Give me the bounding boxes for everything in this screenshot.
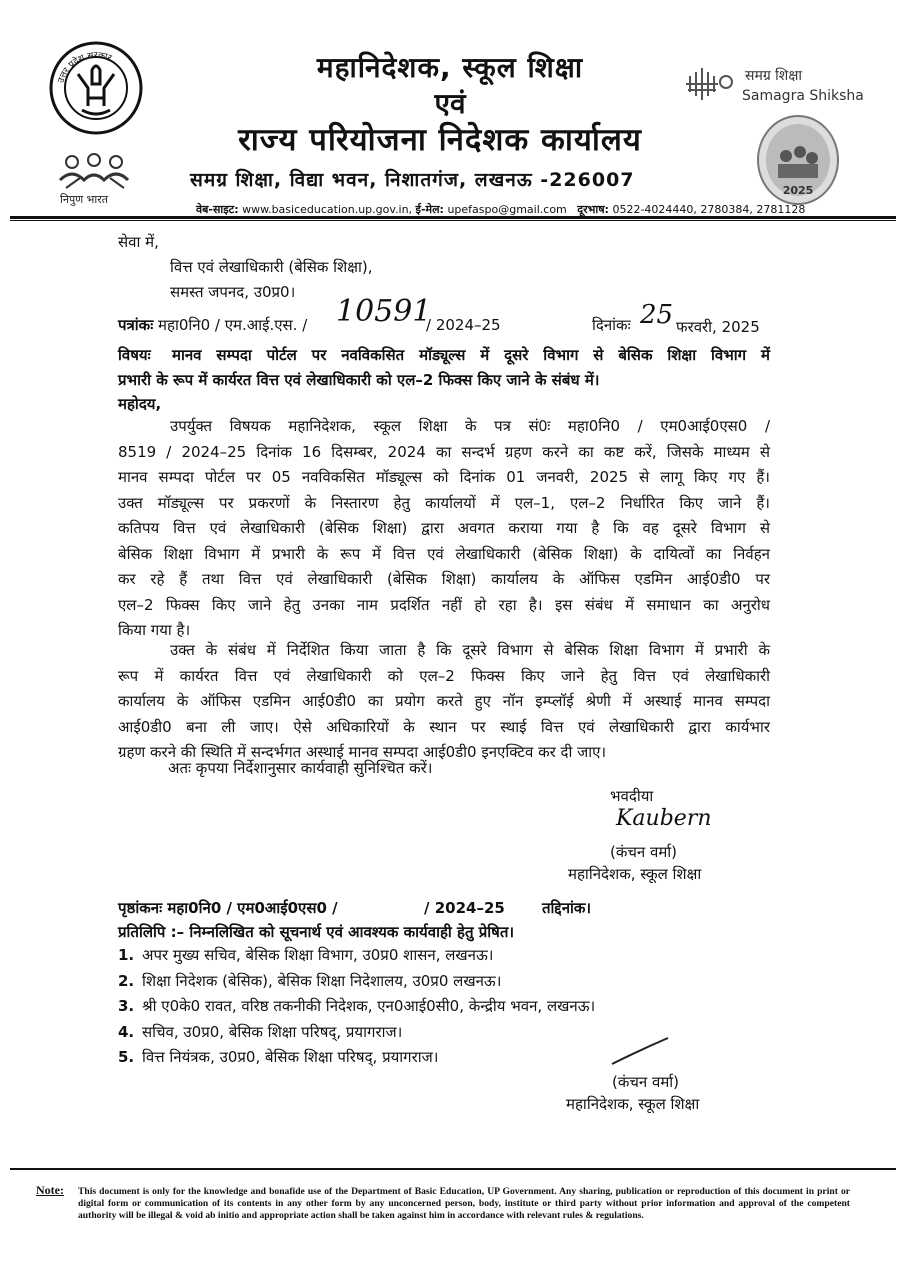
email-label: ई-मेल: <box>415 203 444 216</box>
endorsement-ref-suffix: / 2024–25 <box>424 899 505 917</box>
samagra-shiksha-logo-icon <box>682 62 738 106</box>
para1-line: किया गया है। <box>118 621 191 639</box>
body-paragraph-1 <box>118 414 770 644</box>
website-link[interactable]: www.basiceducation.up.gov.in, <box>242 203 413 216</box>
header-office-name: राज्य परियोजना निदेशक कार्यालय <box>238 122 642 158</box>
phone-numbers: 0522-4024440, 2780384, 2781128 <box>612 203 806 216</box>
footer-note-text: This document is only for the knowledge and bonafide use of the Department of Basic Education, UP Government. Any sharing, publication or reproduction of this document in print or digital form or communication of its contents in any other form by any unconcerned person, body, institute or third party without prior information and approval of the competent authority will be illegal & void ab initio and appropriate action shall be taken against him in accordance with relevant rules & regulations. <box>78 1186 850 1221</box>
para2-line: रूप में कार्यरत वित्त एवं लेखाधिकारी को एल–2 फिक्स किए जाने हेतु वित्त एवं लेखाधिकारी <box>118 666 770 685</box>
copy-list-item: 5. वित्त नियंत्रक, उ0प्र0, बेसिक शिक्षा परिषद्, प्रयागराज। <box>118 1048 439 1066</box>
para1-line: एल–2 फिक्स किए जाने हेतु उनका नाम प्रदर्शित नहीं हो रहा है। इस संबंध में समाधान का अनुरोध <box>118 595 770 614</box>
para1-line: उक्त मॉड्यूल्स पर प्रकरणों के निस्तारण हेतु कार्यालयों में एल–1, एल–2 निर्धारित किए जाने हैं। <box>118 493 770 512</box>
signature-handwritten: Kaubern <box>616 806 712 831</box>
copy-list-item: 4. सचिव, उ0प्र0, बेसिक शिक्षा परिषद्, प्रयागराज। <box>118 1022 403 1041</box>
nipun-bharat-label: निपुण भारत <box>60 193 109 206</box>
footer-note-label: Note: <box>36 1183 64 1197</box>
badge-year: 2025 <box>782 184 814 197</box>
ref-prefix: महा0नि0 / एम.आई.एस. / <box>158 316 308 334</box>
endorsement-date: तद्दिनांक। <box>542 899 592 917</box>
header-divider <box>10 216 896 219</box>
endorsement-ref-prefix: महा0नि0 / एम0आई0एस0 / <box>167 899 338 917</box>
para2-line: उक्त के संबंध में निर्देशित किया जाता है कि दूसरे विभाग से बेसिक शिक्षा विभाग में प्रभारी के <box>170 641 770 659</box>
para2-line: ग्रहण करने की स्थिति में सन्दर्भगत अस्थाई मानव सम्पदा आई0डी0 इनएक्टिव कर दी जाए। <box>118 743 607 761</box>
copy-text: निम्नलिखित को सूचनार्थ एवं आवश्यक कार्यवाही हेतु प्रेषित। <box>189 923 515 941</box>
letter-reference <box>118 315 307 335</box>
website-label: वेब-साइट: <box>196 203 239 216</box>
phone-label: दूरभाष: <box>577 203 609 216</box>
date-day-handwritten: 25 <box>640 300 674 330</box>
header-title-line2: एवं <box>434 87 466 120</box>
para1-line: 8519 / 2024–25 दिनांक 16 दिसम्बर, 2024 का सन्दर्भ ग्रहण करने का कष्ट करें, जिसके माध्यम से <box>118 442 770 461</box>
closing: भवदीया <box>610 787 654 805</box>
copy-list-item: 3. श्री ए0के0 रावत, वरिष्ठ तकनीकी निदेशक, एन0आई0सी0, केन्द्रीय भवन, लखनऊ। <box>118 997 596 1015</box>
emblem-text: उत्तर प्रदेश सरकार <box>56 50 113 85</box>
addressee-line2: समस्त जपनद, उ0प्र0। <box>170 283 296 301</box>
footer-divider <box>10 1168 896 1170</box>
copy-list <box>118 945 595 1073</box>
endorsement-signature-mark <box>610 1036 670 1066</box>
endorsement-reference <box>118 898 338 918</box>
copy-to-heading <box>118 922 514 942</box>
signer-name: (कंचन वर्मा) <box>610 843 678 861</box>
header-divider-thin <box>10 220 896 221</box>
endorsement-signer-title: महानिदेशक, स्कूल शिक्षा <box>566 1095 700 1113</box>
copy-label: प्रतिलिपि :– <box>118 923 185 941</box>
para1-line: कतिपय वित्त एवं लेखाधिकारी (बेसिक शिक्षा) द्वारा अवगत कराया गया है कि वह दूसरे विभाग से <box>118 519 770 537</box>
date-month-year: फरवरी, 2025 <box>676 318 760 336</box>
header-address: समग्र शिक्षा, विद्या भवन, निशातगंज, लखनऊ -226007 <box>190 169 635 191</box>
subject-line1: मानव सम्पदा पोर्टल पर नवविकसित मॉड्यूल्स में दूसरे विभाग से बेसिक शिक्षा विभाग में <box>172 346 770 364</box>
para1-line: उपर्युक्त विषयक महानिदेशक, स्कूल शिक्षा के पत्र सं0ः महा0नि0 / एम0आई0एस0 / <box>170 417 770 435</box>
addressee-line1: वित्त एवं लेखाधिकारी (बेसिक शिक्षा), <box>170 258 373 276</box>
date-label: दिनांकः <box>592 316 631 334</box>
subject-label: विषयः <box>118 346 151 364</box>
para1-line: कर रहे हैं तथा वित्त एवं लेखाधिकारी (बेसिक शिक्षा) कार्यालय के ऑफिस एडमिन आई0डी0 पर <box>118 570 770 588</box>
ref-number-handwritten: 10591 <box>336 294 432 329</box>
samagra-shiksha-english: Samagra Shiksha <box>742 88 864 104</box>
header-contact-line <box>196 202 805 217</box>
body-paragraph-2 <box>118 638 770 766</box>
email-link[interactable]: upefaspo@gmail.com <box>447 203 567 216</box>
salutation: महोदय, <box>118 395 162 413</box>
para2-line: कार्यालय के ऑफिस एडमिन आई0डी0 का प्रयोग करते हुए नॉन इम्प्लॉई श्रेणी में अस्थाई मानव सम्पदा <box>118 692 770 710</box>
up-government-emblem <box>48 40 144 136</box>
subject-line2: प्रभारी के रूप में कार्यरत वित्त एवं लेखाधिकारी को एल–2 फिक्स किए जाने के संबंध में। <box>118 371 600 389</box>
samagra-shiksha-hindi: समग्र शिक्षा <box>745 68 802 84</box>
ref-label: पत्रांकः <box>118 316 154 334</box>
endorsement-signer-name: (कंचन वर्मा) <box>612 1073 680 1091</box>
addressee-label: सेवा में, <box>118 233 159 251</box>
copy-list-item: 2. शिक्षा निदेशक (बेसिक), बेसिक शिक्षा निदेशालय, उ0प्र0 लखनऊ। <box>118 971 502 990</box>
campaign-badge-icon <box>756 112 840 208</box>
para2-line: आई0डी0 बना ली जाए। ऐसे अधिकारियों के स्थान पर स्थाई वित्त एवं लेखाधिकारी द्वारा कार्यभार <box>118 717 770 736</box>
para1-line: मानव सम्पदा पोर्टल पर 05 नवविकसित मॉड्यूल्स को दिनांक 01 जनवरी, 2025 से लागू किए गए हैं। <box>118 468 770 486</box>
body-paragraph-3: अतः कृपया निर्देशानुसार कार्यवाही सुनिश्चित करें। <box>168 759 433 777</box>
header-title-line1: महानिदेशक, स्कूल शिक्षा <box>316 51 584 84</box>
ref-suffix: / 2024–25 <box>426 316 501 334</box>
endorsement-ref-label: पृष्ठांकनः <box>118 899 163 917</box>
signer-title: महानिदेशक, स्कूल शिक्षा <box>568 865 702 883</box>
para1-line: बेसिक शिक्षा विभाग में प्रभारी के रूप में वित्त एवं लेखाधिकारी (बेसिक शिक्षा) के दायित्वों का निर्वहन <box>118 544 770 563</box>
copy-list-item: 1. अपर मुख्य सचिव, बेसिक शिक्षा विभाग, उ0प्र0 शासन, लखनऊ। <box>118 946 494 964</box>
